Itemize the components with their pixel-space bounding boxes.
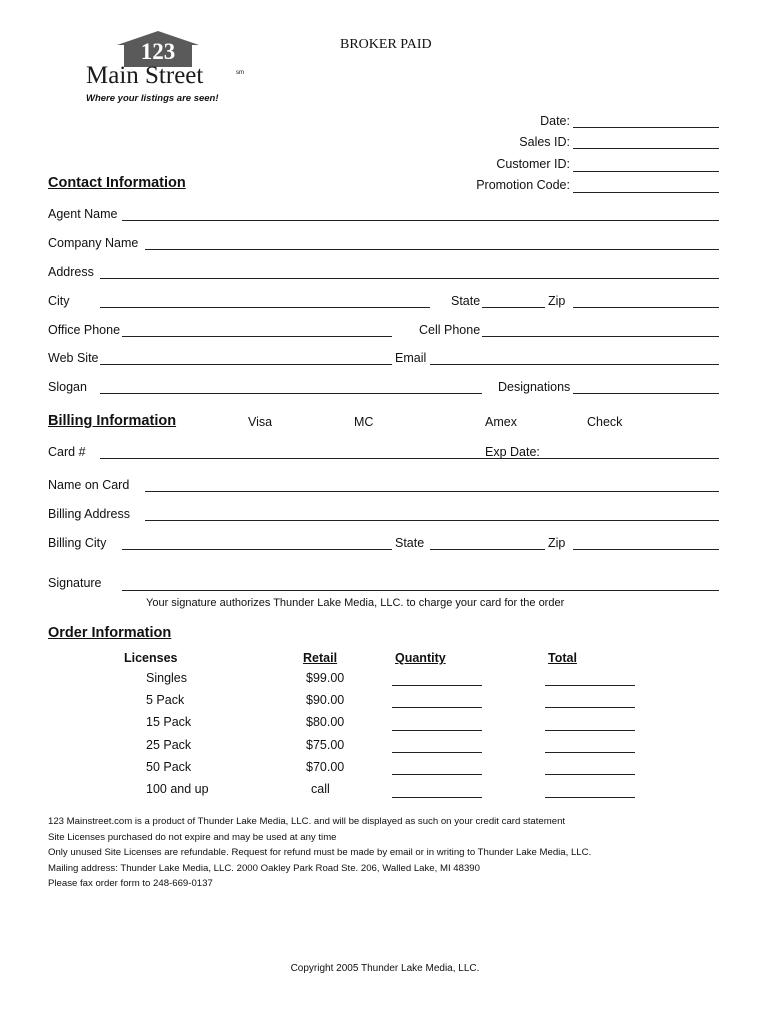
contact-heading: Contact Information [48,175,186,191]
quantity-field[interactable] [392,730,482,731]
total-field[interactable] [545,685,635,686]
mc-option[interactable]: MC [354,415,374,429]
license-name: 5 Pack [146,693,185,707]
billing-state-field[interactable] [430,549,545,550]
customer-id-field[interactable] [573,171,719,172]
col-quantity: Quantity [395,651,446,665]
col-licenses: Licenses [124,651,178,665]
date-field[interactable] [573,127,719,128]
license-name: 50 Pack [146,760,192,774]
total-field[interactable] [545,707,635,708]
cell-phone-label: Cell Phone [419,323,481,337]
address-field[interactable] [100,278,719,279]
license-price: $80.00 [306,715,345,729]
total-field[interactable] [545,774,635,775]
card-number-label: Card # [48,445,86,459]
logo-sm-mark: sm [236,70,244,76]
note-line: Site Licenses purchased do not expire and may be used at any time [48,831,337,843]
address-label: Address [48,265,94,279]
col-retail: Retail [303,651,338,665]
card-number-field[interactable] [100,458,719,459]
billing-heading: Billing Information [48,413,177,429]
office-phone-label: Office Phone [48,323,121,337]
agent-name-field[interactable] [122,220,719,221]
license-name: Singles [146,671,187,685]
copyright: Copyright 2005 Thunder Lake Media, LLC. [290,963,480,974]
city-field[interactable] [100,307,430,308]
billing-address-field[interactable] [145,520,719,521]
license-price: $90.00 [306,693,345,707]
visa-option[interactable]: Visa [248,415,273,429]
signature-field[interactable] [122,590,719,591]
form-title: BROKER PAID [340,37,432,52]
billing-address-label: Billing Address [48,507,130,521]
sales-id-field[interactable] [573,148,719,149]
total-field[interactable] [545,730,635,731]
total-field[interactable] [545,797,635,798]
name-on-card-field[interactable] [145,491,719,492]
note-line: 123 Mainstreet.com is a product of Thunder Lake Media, LLC. and will be displayed as such on your credit card statement [48,816,566,827]
exp-date-label: Exp Date: [485,445,540,459]
agent-name-label: Agent Name [48,207,118,221]
email-label: Email [395,351,427,365]
logo-number: 123 [140,39,176,64]
sales-id-label: Sales ID: [519,135,570,149]
license-price: $75.00 [306,738,345,752]
promotion-code-field[interactable] [573,192,719,193]
license-name: 15 Pack [146,715,192,729]
cell-phone-field[interactable] [482,336,719,337]
web-site-field[interactable] [100,364,392,365]
license-name: 25 Pack [146,738,192,752]
date-label: Date: [540,114,570,128]
designations-field[interactable] [573,393,719,394]
col-total: Total [548,651,577,665]
note-line: Only unused Site Licenses are refundable. Request for refund must be made by email or in writing to Thunder Lake Media, LLC. [48,847,592,859]
company-name-field[interactable] [145,249,719,250]
billing-zip-field[interactable] [573,549,719,550]
note-line: Mailing address: Thunder Lake Media, LLC. 2000 Oakley Park Road Ste. 206, Walled Lake, MI 48390 [48,862,480,874]
license-name: 100 and up [146,782,209,796]
promotion-code-label: Promotion Code: [476,178,570,192]
slogan-label: Slogan [48,380,87,394]
license-price: $70.00 [306,760,345,774]
company-name-label: Company Name [48,236,139,250]
quantity-field[interactable] [392,685,482,686]
state-field[interactable] [482,307,545,308]
slogan-field[interactable] [100,393,482,394]
name-on-card-label: Name on Card [48,478,130,492]
quantity-field[interactable] [392,707,482,708]
note-line: Please fax order form to 248-669-0137 [48,878,213,890]
designations-label: Designations [498,380,571,394]
logo-tagline: Where your listings are seen! [86,93,219,104]
zip-field[interactable] [573,307,719,308]
billing-state-label: State [395,536,425,550]
email-field[interactable] [430,364,719,365]
billing-city-label: Billing City [48,536,107,550]
license-price: call [311,782,330,796]
web-site-label: Web Site [48,351,99,365]
state-label: State [451,294,481,308]
quantity-field[interactable] [392,774,482,775]
authorization-note: Your signature authorizes Thunder Lake Media, LLC. to charge your card for the order [146,597,565,609]
quantity-field[interactable] [392,752,482,753]
zip-label: Zip [548,294,566,308]
license-price: $99.00 [306,671,345,685]
city-label: City [48,294,70,308]
billing-zip-label: Zip [548,536,566,550]
check-option[interactable]: Check [587,415,623,429]
order-heading: Order Information [48,625,172,641]
notes [48,814,591,892]
billing-city-field[interactable] [122,549,392,550]
logo-name: Main Street [86,62,204,89]
office-phone-field[interactable] [122,336,392,337]
total-field[interactable] [545,752,635,753]
customer-id-label: Customer ID: [496,157,570,171]
amex-option[interactable]: Amex [485,415,517,429]
quantity-field[interactable] [392,797,482,798]
signature-label: Signature [48,576,102,590]
